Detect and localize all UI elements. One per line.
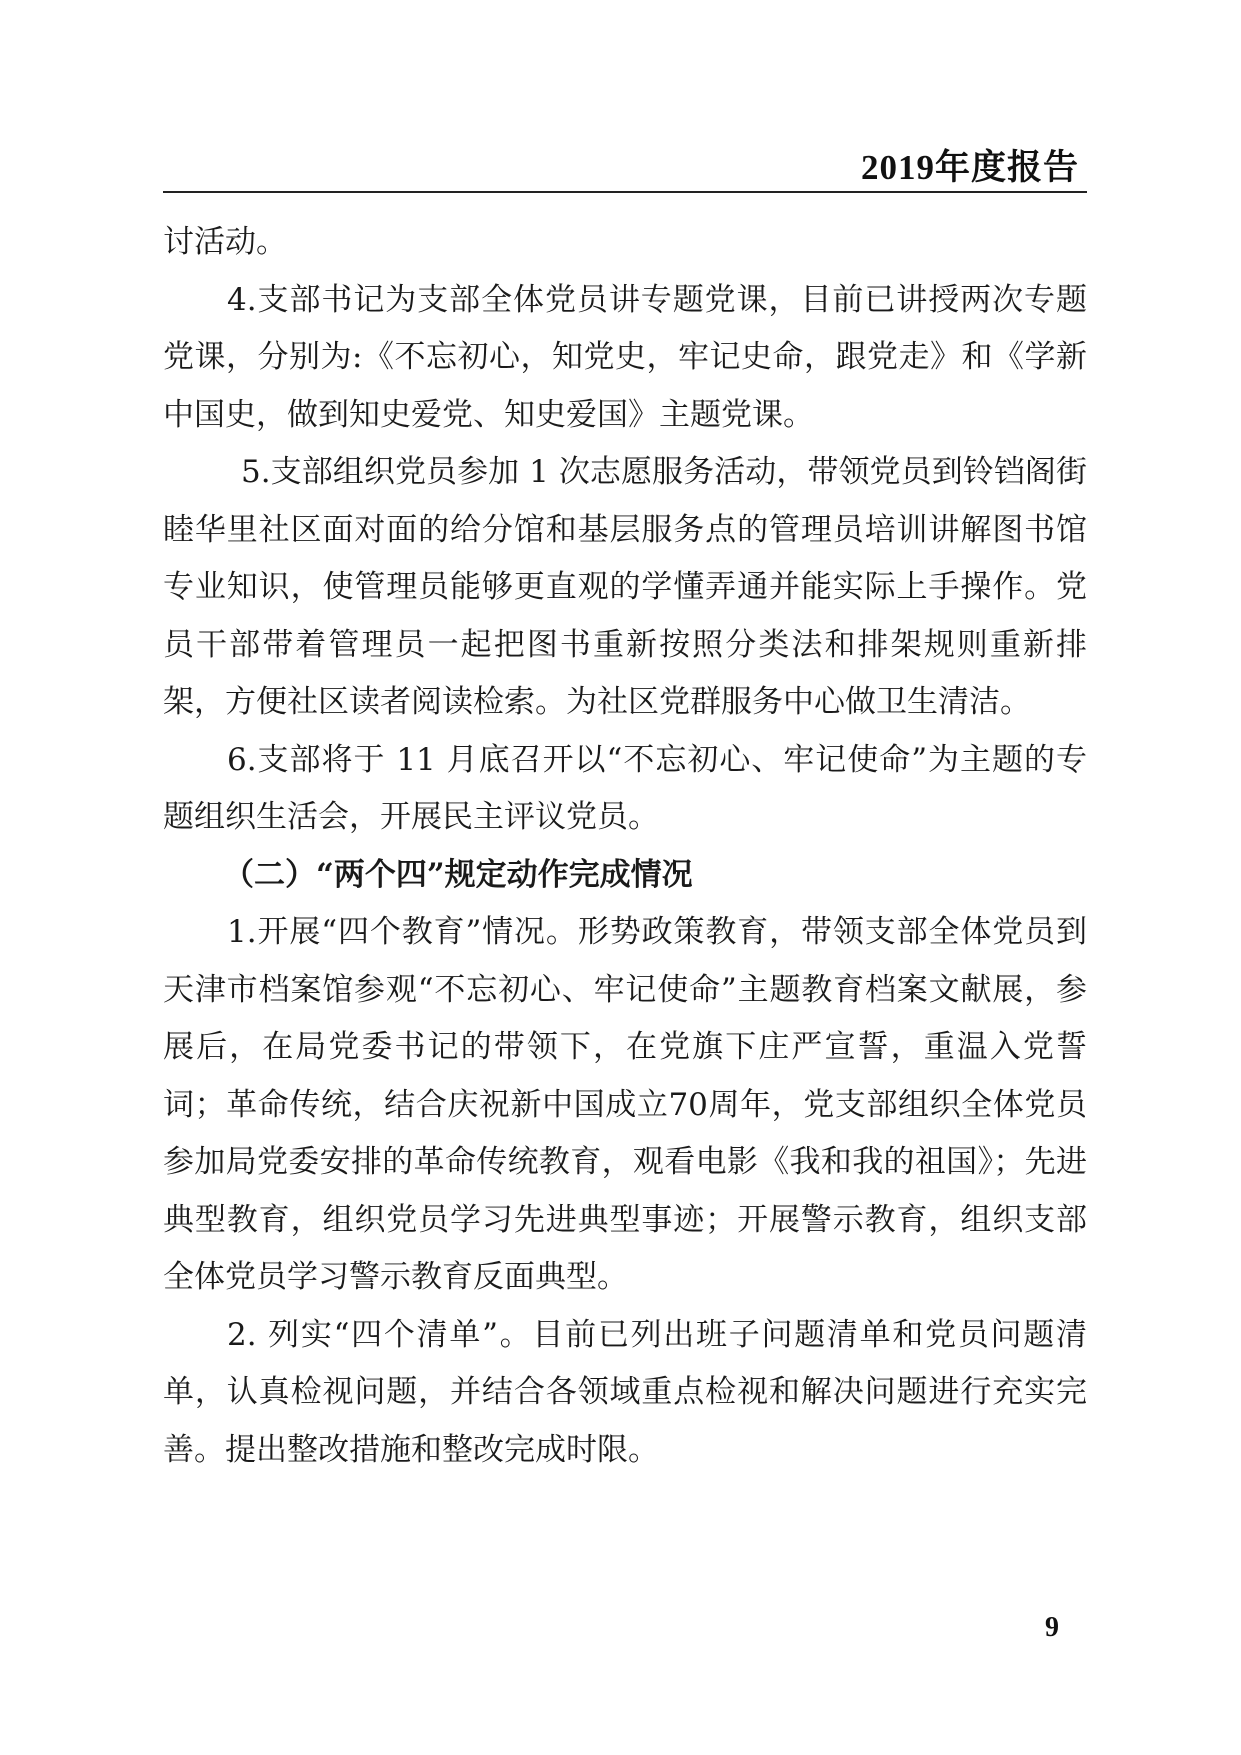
paragraph-party-lecture: 4.支部书记为支部全体党员讲专题党课，目前已讲授两次专题党课，分别为:《不忘初心，知党史，牢记史命，跟党走》和《学新中国史，做到知史爱党、知史爱国》主题党课。 (163, 281, 1087, 433)
paragraph-life-meeting: 6.支部将于 11 月底召开以“不忘初心、牢记使命”为主题的专题组织生活会，开展民主评议党员。 (163, 741, 1087, 835)
section-heading: （二）“两个四”规定动作完成情况 (223, 856, 693, 893)
paragraph-volunteer-service: 5.支部组织党员参加 1 次志愿服务活动，带领党员到铃铛阁街睦华里社区面对面的给分馆和基层服务点的管理员培训讲解图书馆专业知识，使管理员能够更直观的学懂弄通并能实际上手操作。党员干部带着管理员一起把图书重新按照分类法和排架规则重新排架，方便社区读者阅读检索。为社区党群服务中心做卫生清洁。 (163, 454, 1087, 720)
header-rule (163, 191, 1087, 193)
paragraph-four-lists: 2. 列实“四个清单”。目前已列出班子问题清单和党员问题清单，认真检视问题，并结合各领域重点检视和解决问题进行充实完善。提出整改措施和整改完成时限。 (163, 1316, 1087, 1468)
running-header: 2019年度报告 (860, 148, 1079, 187)
paragraph-continuation: 讨活动。 (163, 224, 287, 260)
body-text (163, 214, 1087, 1479)
page-number: 9 (1045, 1612, 1059, 1643)
paragraph-four-educations: 1.开展“四个教育”情况。形势政策教育，带领支部全体党员到天津市档案馆参观“不忘初心、牢记使命”主题教育档案文献展，参展后，在局党委书记的带领下，在党旗下庄严宣誓，重温入党誓词；革命传统，结合庆祝新中国成立70周年，党支部组织全体党员参加局党委安排的革命传统教育，观看电影《我和我的祖国》；先进典型教育，组织党员学习先进典型事迹；开展警示教育，组织支部全体党员学习警示教育反面典型。 (163, 914, 1087, 1295)
